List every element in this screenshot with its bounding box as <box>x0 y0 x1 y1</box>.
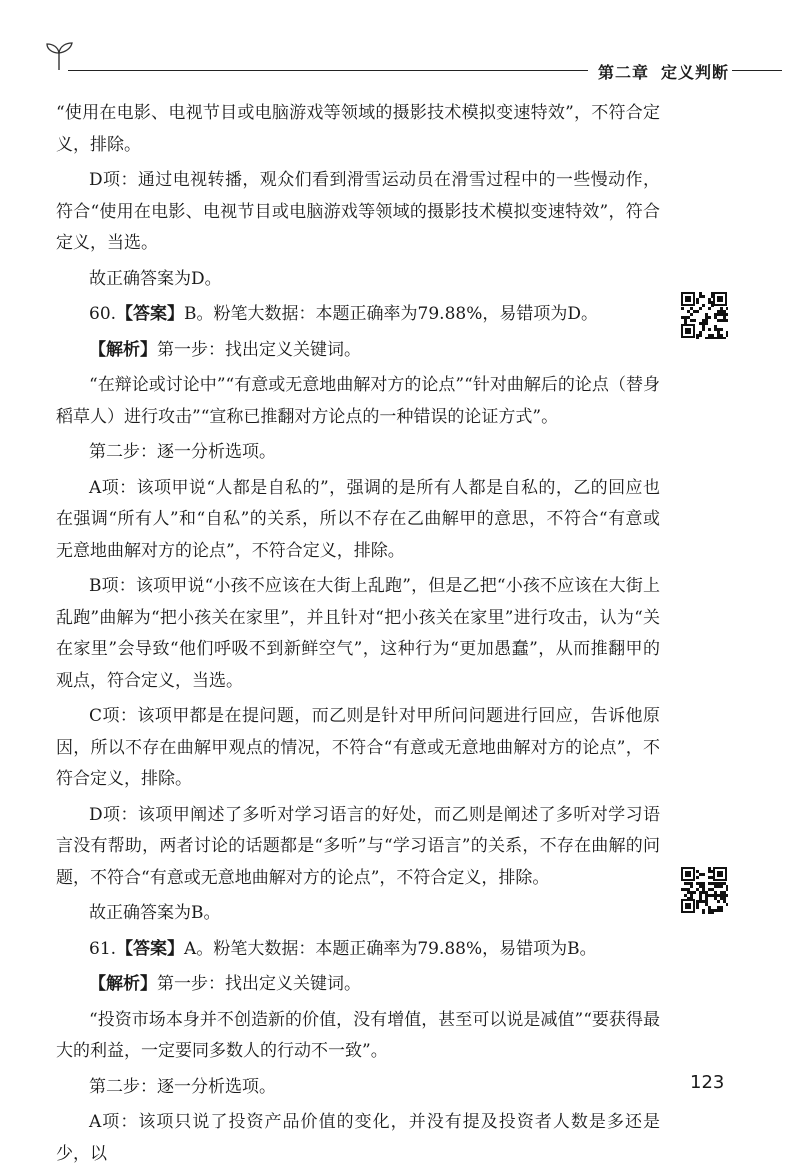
sprout-icon <box>42 38 76 72</box>
paragraph: 故正确答案为B。 <box>89 903 221 923</box>
paragraph: B项：该项甲说“小孩不应该在大街上乱跑”，但是乙把“小孩不应该在大街上乱跑”曲解为“把小孩关在家里”，并且针对“把小孩关在家里”进行攻击，认为“关在家里”会导致“他们呼吸不到新鲜空气”，这种行为“更加愚蠢”，从而推翻甲的观点，符合定义，当选。 <box>56 576 660 691</box>
qr-code-icon[interactable] <box>680 866 728 914</box>
header-rule-right <box>732 70 782 71</box>
paragraph: “使用在电影、电视节目或电脑游戏等领域的摄影技术模拟变速特效”，不符合定义，排除。 <box>56 103 660 155</box>
analysis-tag: 【解析】 <box>89 339 157 360</box>
answer-tag: 【答案】 <box>116 938 185 959</box>
paragraph: D项：该项甲阐述了多听对学习语言的好处，而乙则是阐述了多听对学习语言没有帮助，两者讨论的话题都是“多听”与“学习语言”的关系，不存在曲解的问题，不符合“有意或无意地曲解对方的论点”，不符合定义，排除。 <box>56 804 660 888</box>
paragraph: A项：该项只说了投资产品价值的变化，并没有提及投资者人数是多还是少，以 <box>56 1112 660 1164</box>
analysis-60: 【解析】第一步：找出定义关键词。 <box>89 339 361 360</box>
page-number: 123 <box>690 1072 725 1093</box>
analysis-tag: 【解析】 <box>89 974 157 994</box>
answer-61: 61.【答案】A。粉笔大数据：本题正确率为79.88%，易错项为B。 <box>89 938 597 959</box>
paragraph: 第二步：逐一分析选项。 <box>89 442 276 462</box>
header-rule-left <box>68 70 588 71</box>
paragraph: D项：通过电视转播，观众们看到滑雪运动员在滑雪过程中的一些慢动作，符合“使用在电影、电视节目或电脑游戏等领域的摄影技术模拟变速特效”，符合定义，当选。 <box>56 170 660 253</box>
paragraph: C项：该项甲都是在提问题，而乙则是针对甲所问问题进行回应，告诉他原因，所以不存在曲解甲观点的情况，不符合“有意或无意地曲解对方的论点”，不符合定义，排除。 <box>56 706 660 789</box>
qr-code-icon[interactable] <box>680 291 728 339</box>
page-header <box>42 38 782 82</box>
paragraph: “投资市场本身并不创造新的价值，没有增值，甚至可以说是减值”“要获得最大的利益，一定要同多数人的行动不一致”。 <box>56 1009 660 1061</box>
answer-60: 60.【答案】B。粉笔大数据：本题正确率为79.88%，易错项为D。 <box>89 304 598 324</box>
paragraph: A项：该项甲说“人都是自私的”，强调的是所有人都是自私的，乙的回应也在强调“所有人”和“自私”的关系，所以不存在乙曲解甲的意思，不符合“有意或无意地曲解对方的论点”，不符合定义，排除。 <box>56 477 660 561</box>
paragraph: 第二步：逐一分析选项。 <box>89 1076 276 1097</box>
section-title: 定义判断 <box>661 63 730 82</box>
answer-tag: 【答案】 <box>116 304 185 324</box>
body-text <box>56 98 660 1174</box>
paragraph: 故正确答案为D。 <box>89 268 222 289</box>
paragraph: “在辩论或讨论中”“有意或无意地曲解对方的论点”“针对曲解后的论点（替身稻草人）进行攻击”“宣称已推翻对方论点的一种错误的论证方式”。 <box>56 375 660 427</box>
chapter-number: 第二章 <box>598 63 650 82</box>
analysis-61: 【解析】第一步：找出定义关键词。 <box>89 974 361 994</box>
chapter-title <box>598 60 729 83</box>
